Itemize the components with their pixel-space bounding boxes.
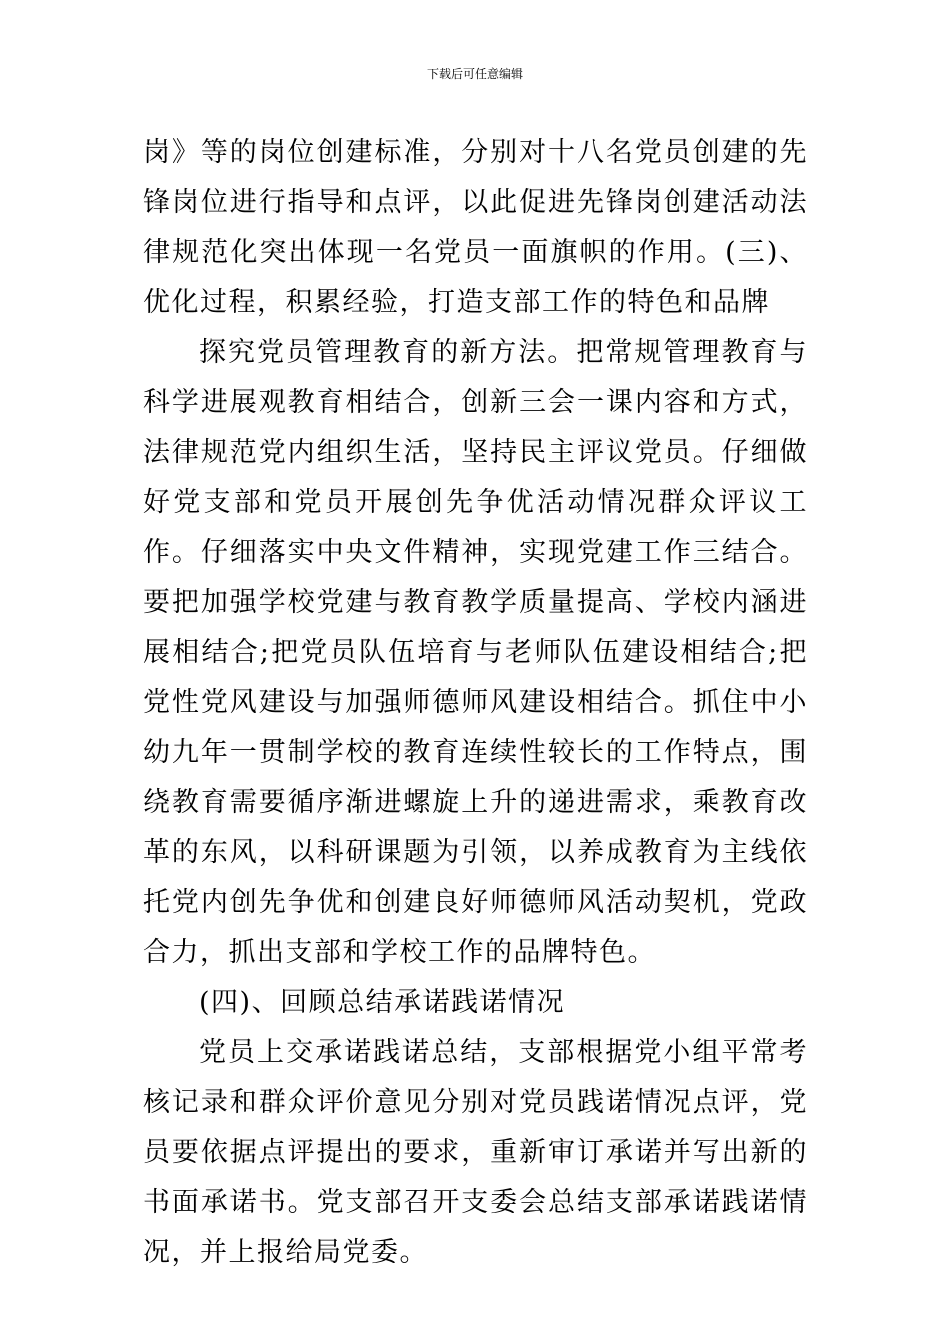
paragraph-3: 党员上交承诺践诺总结，支部根据党小组平常考核记录和群众评价意见分别对党员践诺情况点评，党员要依据点评提出的要求，重新审订承诺并写出新的书面承诺书。党支部召开支委会总结支部承诺践诺情况，并上报给局党委。 [143,1037,808,1268]
section-heading-4: (四)、回顾总结承诺践诺情况 [199,987,566,1018]
page-header: 下载后可任意编辑 [426,67,523,81]
paragraph-1: 岗》等的岗位创建标准，分别对十八名党员创建的先锋岗位进行指导和点评，以此促进先锋岗创建活动法律规范化突出体现一名党员一面旗帜的作用。(三)、优化过程，积累经验，打造支部工作的特色和品牌 [143,137,808,318]
paragraph-2: 探究党员管理教育的新方法。把常规管理教育与科学进展观教育相结合，创新三会一课内容和方式，法律规范党内组织生活，坚持民主评议党员。仔细做好党支部和党员开展创先争优活动情况群众评议工作。仔细落实中央文件精神，实现党建工作三结合。要把加强学校党建与教育教学质量提高、学校内涵进展相结合;把党员队伍培育与老师队伍建设相结合;把党性党风建设与加强师德师风建设相结合。抓住中小幼九年一贯制学校的教育连续性较长的工作特点，围绕教育需要循序渐进螺旋上升的递进需求，乘教育改革的东风，以科研课题为引领，以养成教育为主线依托党内创先争优和创建良好师德师风活动契机，党政合力，抓出支部和学校工作的品牌特色。 [143,337,808,968]
document-body [143,128,808,1278]
